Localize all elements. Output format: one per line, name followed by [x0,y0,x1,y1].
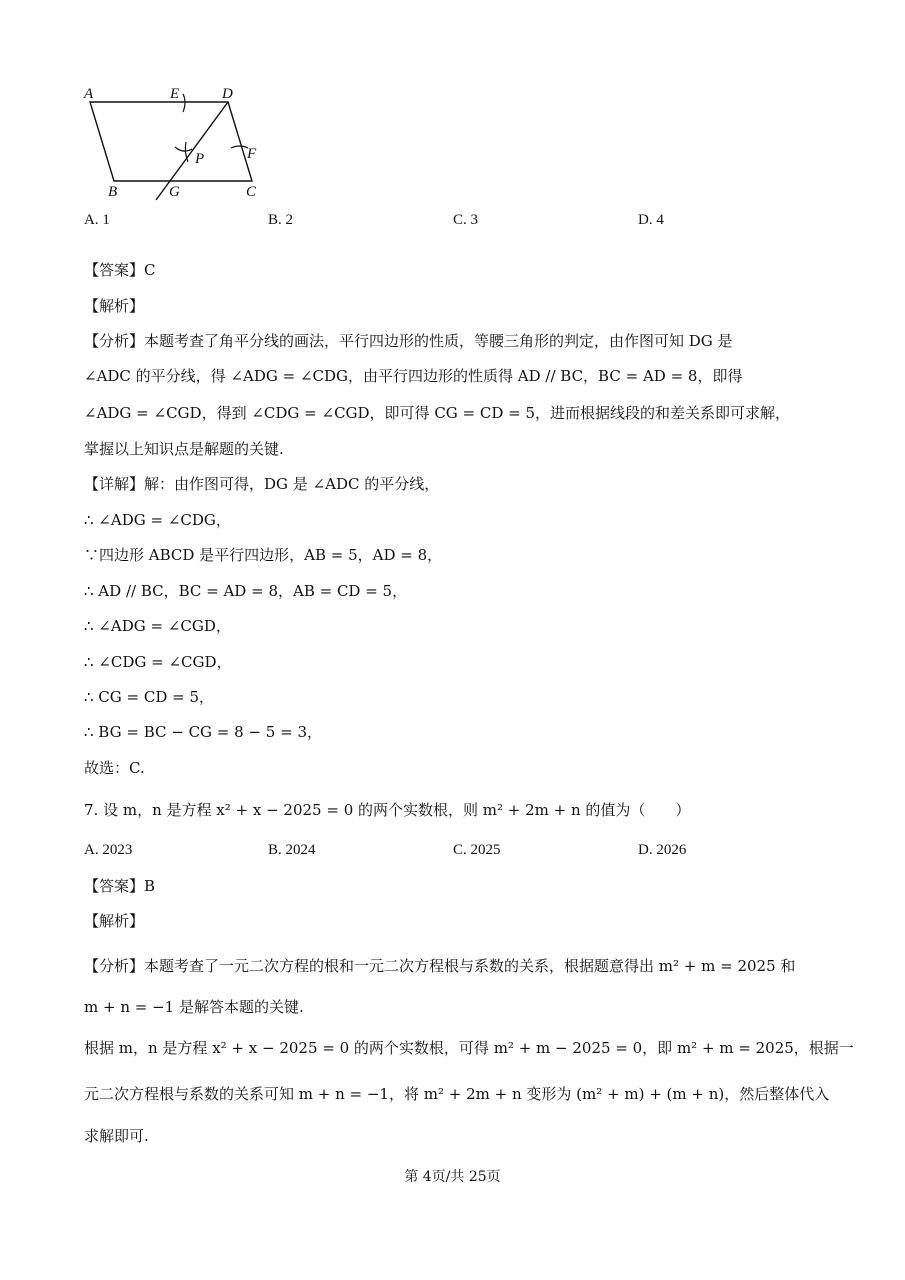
q6-option-d: D. 4 [638,212,664,228]
q6-detail-line-3: ∵四边形 ABCD 是平行四边形，AB = 5，AD = 8， [84,546,443,564]
q6-analysis-line-1: 【分析】本题考查了角平分线的画法，平行四边形的性质，等腰三角形的判定，由作图可知 DG 是 [84,332,733,350]
q6-answer: 【答案】C [84,261,156,279]
q7-detail-line-2: 元二次方程根与系数的关系可知 m + n = −1，将 m² + 2m + n 变形为 (m² + m) + (m + n)，然后整体代入 [84,1085,830,1103]
label-f: F [247,146,257,162]
arc-mark-p1 [175,147,192,151]
q6-detail-line-6: ∴ ∠CDG = ∠CGD， [84,653,232,671]
q6-analysis-line-3: ∠ADG = ∠CGD，得到 ∠CDG = ∠CGD，即可得 CG = CD = 5，进而根据线段的和差关系即可求解， [84,404,791,422]
q6-detail-line-7: ∴ CG = CD = 5， [84,688,215,706]
q6-analysis-line-4: 掌握以上知识点是解题的关键. [84,440,284,458]
q6-option-c: C. 3 [453,212,479,228]
q6-detail-line-8: ∴ BG = BC − CG = 8 − 5 = 3， [84,723,322,741]
q6-analysis-line-2: ∠ADC 的平分线，得 ∠ADG = ∠CDG，由平行四边形的性质得 AD // BC，BC = AD = 8，即得 [84,367,743,385]
q7-detail-line-3: 求解即可. [84,1127,149,1145]
q7-stem: 7. 设 m，n 是方程 x² + x − 2025 = 0 的两个实数根，则 m² + 2m + n 的值为（ ） [84,801,691,819]
label-d: D [222,86,233,102]
q7-option-d: D. 2026 [638,842,687,858]
label-p: P [195,151,205,167]
q7-analysis-line-2: m + n = −1 是解答本题的关键. [84,998,304,1016]
label-e: E [170,86,180,102]
q7-analysis-line-1: 【分析】本题考查了一元二次方程的根和一元二次方程根与系数的关系，根据题意得出 m² + m = 2025 和 [84,957,796,975]
q7-jiexi-heading: 【解析】 [84,912,145,930]
q6-detail-line-4: ∴ AD // BC，BC = AD = 8，AB = CD = 5， [84,582,408,600]
parallelogram-figure [80,82,280,207]
q7-option-a: A. 2023 [84,842,133,858]
label-g: G [169,184,180,200]
q6-detail-line-5: ∴ ∠ADG = ∠CGD， [84,617,231,635]
parallelogram-abcd [90,102,252,181]
q7-option-c: C. 2025 [453,842,501,858]
page-footer: 第 4页/共 25页 [404,1169,501,1185]
label-b: B [108,184,118,200]
q6-option-b: B. 2 [268,212,294,228]
q6-detail-line-1: 【详解】解：由作图可得，DG 是 ∠ADC 的平分线， [84,475,440,493]
q7-detail-line-1: 根据 m，n 是方程 x² + x − 2025 = 0 的两个实数根，可得 m² + m − 2025 = 0，即 m² + m = 2025，根据一 [84,1039,854,1057]
q7-answer: 【答案】B [84,877,156,895]
arc-mark-f [231,146,248,148]
label-a: A [84,86,94,102]
q6-option-a: A. 1 [84,212,110,228]
arc-mark-e [183,94,185,112]
q7-option-b: B. 2024 [268,842,316,858]
label-c: C [246,184,257,200]
q6-jiexi-heading: 【解析】 [84,297,145,315]
q6-detail-line-9: 故选：C. [84,759,145,777]
q6-detail-line-2: ∴ ∠ADG = ∠CDG， [84,511,231,529]
bisector-line-dg [156,102,228,200]
